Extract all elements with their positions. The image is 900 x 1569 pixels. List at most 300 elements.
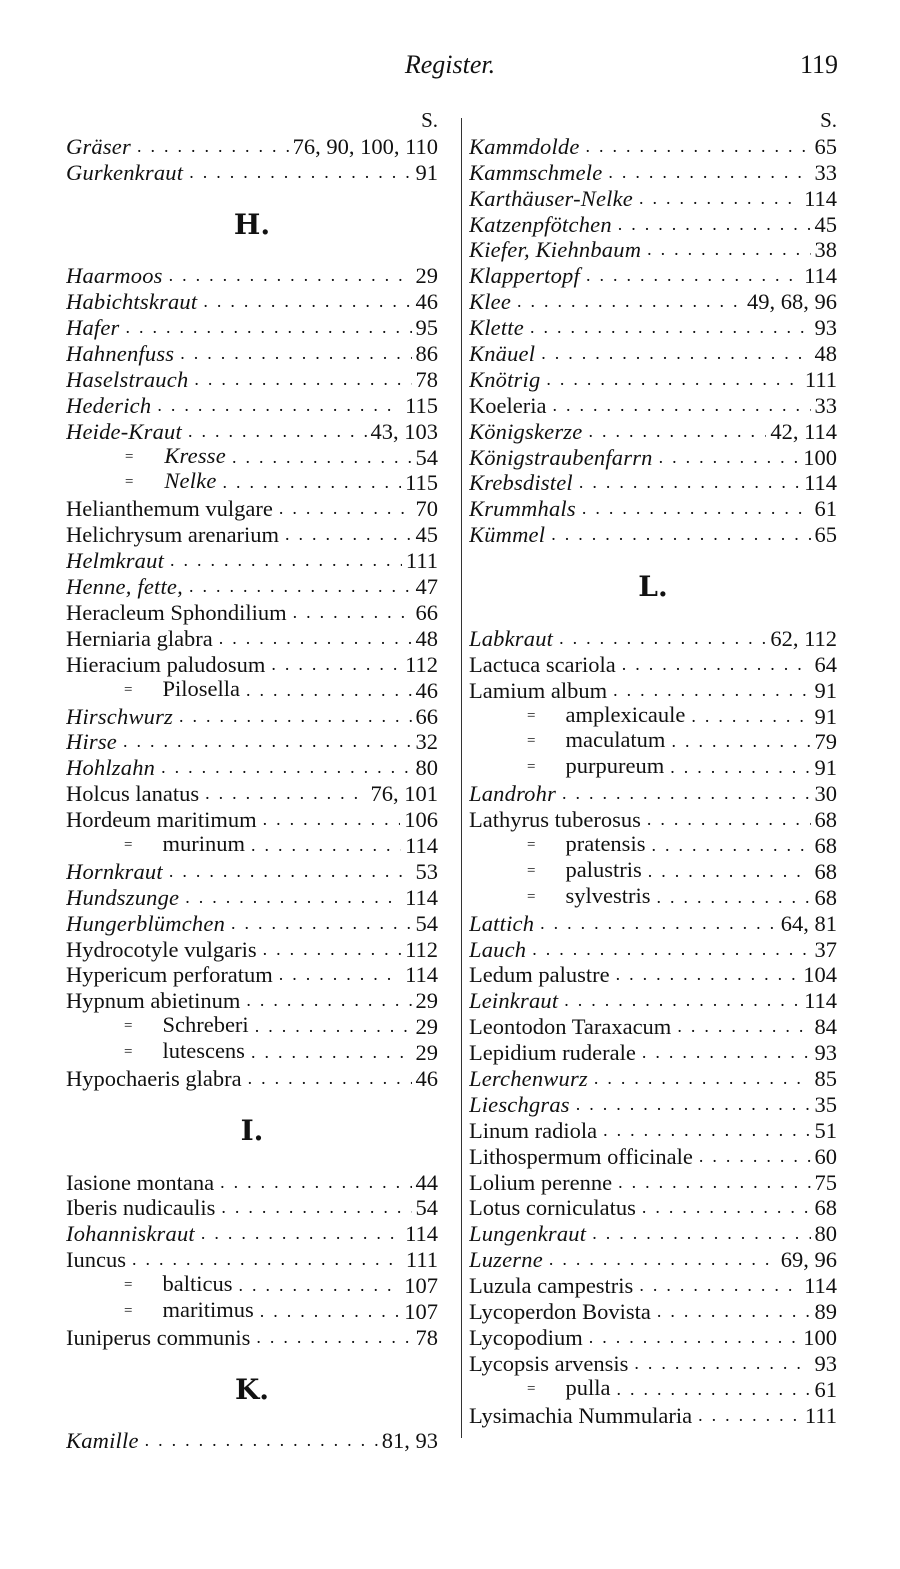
index-entry bbox=[469, 781, 837, 807]
dot-leader bbox=[169, 859, 412, 885]
entry-pages: 100 bbox=[803, 1324, 837, 1350]
dot-leader bbox=[639, 186, 800, 212]
entry-term: Lycopsis arvensis bbox=[469, 1350, 629, 1376]
dot-leader bbox=[691, 704, 810, 730]
entry-pages: 45 bbox=[415, 522, 438, 548]
index-entry bbox=[66, 263, 438, 289]
entry-term: Kiefer, Kiehnbaum bbox=[469, 237, 642, 263]
index-entry bbox=[469, 134, 837, 160]
dot-leader bbox=[231, 911, 411, 937]
index-entry bbox=[66, 859, 438, 885]
entry-pages: 93 bbox=[814, 1040, 837, 1066]
entry-term: Landrohr bbox=[469, 781, 557, 807]
entry-pages: 68 bbox=[814, 807, 837, 833]
index-entry bbox=[469, 263, 837, 289]
entry-pages: 115 bbox=[405, 392, 438, 418]
index-entry bbox=[66, 1273, 438, 1299]
entry-pages: 46 bbox=[415, 1065, 438, 1091]
dot-leader bbox=[677, 1014, 810, 1040]
entry-term: Helmkraut bbox=[66, 548, 165, 574]
dot-leader bbox=[552, 393, 810, 419]
entry-pages: 44 bbox=[415, 1169, 438, 1195]
index-entry bbox=[469, 1040, 837, 1066]
entry-pages: 32 bbox=[415, 729, 438, 755]
index-entry bbox=[469, 367, 837, 393]
index-entry bbox=[469, 1247, 837, 1273]
entry-pages: 48 bbox=[415, 625, 438, 651]
dot-leader bbox=[251, 1040, 412, 1066]
entry-term: = sylvestris bbox=[469, 885, 656, 911]
dot-leader bbox=[546, 367, 800, 393]
index-entry bbox=[66, 937, 438, 963]
index-entry bbox=[66, 1221, 438, 1247]
dot-leader bbox=[219, 626, 412, 652]
entry-term: = Schreberi bbox=[66, 1014, 255, 1040]
entry-term: Hypericum perforatum bbox=[66, 962, 273, 988]
index-entry bbox=[66, 1066, 438, 1092]
entry-pages: 61 bbox=[814, 496, 837, 522]
dot-leader bbox=[670, 755, 810, 781]
dot-leader bbox=[608, 160, 810, 186]
entry-term: Leontodon Taraxacum bbox=[469, 1014, 672, 1040]
entry-pages: 64 bbox=[814, 651, 837, 677]
entry-pages: 111 bbox=[804, 366, 837, 392]
index-entry bbox=[66, 885, 438, 911]
section-letter: L. bbox=[638, 570, 668, 604]
entry-pages: 112 bbox=[405, 651, 438, 677]
dot-leader bbox=[559, 626, 766, 652]
entry-pages: 84 bbox=[814, 1014, 837, 1040]
entry-pages: 107 bbox=[404, 1273, 438, 1299]
index-entry bbox=[469, 652, 837, 678]
dot-leader bbox=[170, 548, 402, 574]
entry-pages: 111 bbox=[804, 1402, 837, 1428]
page-column-label: S. bbox=[820, 108, 837, 132]
entry-term: Lycoperdon Bovista bbox=[469, 1298, 651, 1324]
dot-leader bbox=[221, 1195, 411, 1221]
entry-pages: 114 bbox=[804, 1273, 837, 1299]
entry-pages: 114 bbox=[405, 832, 438, 858]
entry-pages: 64, 81 bbox=[780, 910, 837, 936]
dot-leader bbox=[562, 781, 810, 807]
entry-term: Heracleum Sphondilium bbox=[66, 599, 287, 625]
dot-leader bbox=[220, 1170, 411, 1196]
entry-term: Lerchenwurz bbox=[469, 1065, 588, 1091]
dot-leader bbox=[616, 962, 800, 988]
index-entry bbox=[469, 186, 837, 212]
dot-leader bbox=[698, 1403, 801, 1429]
index-entry bbox=[469, 1377, 837, 1403]
dot-leader bbox=[260, 1299, 401, 1325]
entry-term: Hydrocotyle vulgaris bbox=[66, 936, 257, 962]
index-entry bbox=[469, 1351, 837, 1377]
entry-term: Lysimachia Nummularia bbox=[469, 1402, 693, 1428]
entry-term: Hundszunge bbox=[66, 884, 180, 910]
entry-term: Habichtskraut bbox=[66, 289, 198, 315]
entry-pages: 106 bbox=[404, 807, 438, 833]
entry-pages: 95 bbox=[415, 315, 438, 341]
index-entry bbox=[66, 496, 438, 522]
entry-term: = pratensis bbox=[469, 833, 651, 859]
dot-leader bbox=[188, 419, 367, 445]
dot-leader bbox=[201, 1221, 401, 1247]
dot-leader bbox=[659, 445, 800, 471]
index-entry bbox=[469, 212, 837, 238]
entry-term: Hirse bbox=[66, 729, 117, 755]
entry-term: Hafer bbox=[66, 315, 120, 341]
entry-pages: 33 bbox=[814, 159, 837, 185]
index-entry bbox=[469, 1273, 837, 1299]
entry-pages: 104 bbox=[803, 962, 837, 988]
entry-term: Hypochaeris glabra bbox=[66, 1065, 242, 1091]
dot-leader bbox=[145, 1428, 378, 1454]
entry-pages: 80 bbox=[814, 1221, 837, 1247]
entry-term: Haarmoos bbox=[66, 263, 163, 289]
entry-term: Hungerblümchen bbox=[66, 910, 226, 936]
entry-term: = amplexicaule bbox=[469, 704, 691, 730]
index-column-right bbox=[469, 108, 837, 1428]
entry-term: Iasione montana bbox=[66, 1169, 215, 1195]
entry-pages: 89 bbox=[814, 1298, 837, 1324]
index-entry bbox=[66, 289, 438, 315]
entry-term: Lolium perenne bbox=[469, 1169, 613, 1195]
dot-leader bbox=[642, 1040, 811, 1066]
index-entry bbox=[469, 1403, 837, 1429]
entry-pages: 46 bbox=[415, 677, 438, 703]
dot-leader bbox=[576, 1092, 811, 1118]
entry-term: Luzula campestris bbox=[469, 1273, 634, 1299]
index-entry bbox=[66, 678, 438, 704]
index-entry bbox=[469, 237, 837, 263]
entry-term: = purpureum bbox=[469, 755, 670, 781]
entry-pages: 115 bbox=[405, 470, 438, 496]
entry-pages: 51 bbox=[814, 1117, 837, 1143]
entry-pages: 54 bbox=[415, 444, 438, 470]
index-entry bbox=[66, 1428, 438, 1454]
entry-term: Kümmel bbox=[469, 522, 546, 548]
index-entry bbox=[469, 729, 837, 755]
entry-term: Hieracium paludosum bbox=[66, 651, 266, 677]
index-entry bbox=[469, 1325, 837, 1351]
index-entry bbox=[469, 1092, 837, 1118]
index-entry bbox=[469, 160, 837, 186]
dot-leader bbox=[263, 937, 401, 963]
dot-leader bbox=[551, 522, 810, 548]
entry-term: Hypnum abietinum bbox=[66, 988, 241, 1014]
index-entry bbox=[66, 367, 438, 393]
entry-pages: 46 bbox=[415, 289, 438, 315]
dot-leader bbox=[157, 393, 401, 419]
entry-pages: 78 bbox=[415, 366, 438, 392]
entry-pages: 114 bbox=[804, 263, 837, 289]
dot-leader bbox=[126, 315, 412, 341]
entry-pages: 38 bbox=[814, 237, 837, 263]
entry-pages: 111 bbox=[405, 548, 438, 574]
entry-pages: 100 bbox=[803, 444, 837, 470]
section-letter: I. bbox=[240, 1114, 264, 1148]
dot-leader bbox=[592, 1221, 810, 1247]
index-entry bbox=[66, 1299, 438, 1325]
entry-term: = pulla bbox=[469, 1377, 616, 1403]
dot-leader bbox=[263, 807, 401, 833]
entry-pages: 68 bbox=[814, 884, 837, 910]
entry-term: = palustris bbox=[469, 859, 648, 885]
index-entry bbox=[66, 522, 438, 548]
index-entry bbox=[469, 988, 837, 1014]
entry-term: Lamium album bbox=[469, 677, 608, 703]
index-entry bbox=[469, 419, 837, 445]
index-entry bbox=[469, 496, 837, 522]
index-entry bbox=[469, 807, 837, 833]
entry-pages: 91 bbox=[814, 703, 837, 729]
entry-term: Gurkenkraut bbox=[66, 159, 184, 185]
index-entry bbox=[469, 1195, 837, 1221]
entry-pages: 66 bbox=[415, 599, 438, 625]
dot-leader bbox=[589, 1325, 800, 1351]
dot-leader bbox=[564, 988, 800, 1014]
entry-pages: 33 bbox=[814, 392, 837, 418]
dot-leader bbox=[647, 807, 811, 833]
entry-term: Kammdolde bbox=[469, 133, 580, 159]
dot-leader bbox=[223, 470, 402, 496]
dot-leader bbox=[586, 134, 811, 160]
entry-term: Lathyrus tuberosus bbox=[469, 807, 641, 833]
dot-leader bbox=[203, 289, 411, 315]
dot-leader bbox=[169, 263, 412, 289]
entry-term: Koeleria bbox=[469, 392, 547, 418]
entry-term: = lutescens bbox=[66, 1040, 251, 1066]
dot-leader bbox=[657, 1299, 811, 1325]
dot-leader bbox=[639, 1273, 800, 1299]
entry-term: Leinkraut bbox=[469, 988, 559, 1014]
entry-pages: 68 bbox=[814, 858, 837, 884]
entry-pages: 43, 103 bbox=[370, 418, 438, 444]
index-entry bbox=[66, 160, 438, 186]
index-entry bbox=[469, 962, 837, 988]
entry-pages: 81, 93 bbox=[381, 1428, 438, 1454]
index-entry bbox=[66, 341, 438, 367]
section-letter: K. bbox=[234, 1373, 270, 1407]
entry-term: Holcus lanatus bbox=[66, 781, 200, 807]
entry-pages: 37 bbox=[814, 936, 837, 962]
dot-leader bbox=[185, 885, 401, 911]
index-entry bbox=[469, 1014, 837, 1040]
dot-leader bbox=[540, 911, 777, 937]
entry-pages: 66 bbox=[415, 703, 438, 729]
entry-term: Knäuel bbox=[469, 341, 536, 367]
entry-pages: 114 bbox=[804, 988, 837, 1014]
dot-leader bbox=[616, 1377, 810, 1403]
index-entry bbox=[66, 600, 438, 626]
entry-pages: 68 bbox=[814, 832, 837, 858]
dot-leader bbox=[179, 704, 411, 730]
entry-pages: 75 bbox=[814, 1169, 837, 1195]
entry-term: Krummhals bbox=[469, 496, 576, 522]
entry-pages: 49, 68, 96 bbox=[747, 289, 837, 315]
entry-term: Königskerze bbox=[469, 418, 583, 444]
entry-term: = maculatum bbox=[469, 729, 671, 755]
dot-leader bbox=[232, 445, 412, 471]
dot-leader bbox=[132, 1247, 402, 1273]
entry-pages: 53 bbox=[415, 858, 438, 884]
index-entry bbox=[66, 704, 438, 730]
dot-leader bbox=[205, 781, 366, 807]
entry-term: Gräser bbox=[66, 133, 131, 159]
dot-leader bbox=[618, 1170, 810, 1196]
entry-term: Lotus corniculatus bbox=[469, 1195, 636, 1221]
running-header-title: Register. bbox=[404, 50, 496, 79]
entry-term: Iberis nudicaulis bbox=[66, 1195, 216, 1221]
entry-term: Linum radiola bbox=[469, 1117, 598, 1143]
index-entry bbox=[66, 1195, 438, 1221]
dot-leader bbox=[271, 652, 401, 678]
entry-pages: 111 bbox=[405, 1247, 438, 1273]
index-entry bbox=[66, 807, 438, 833]
entry-pages: 29 bbox=[415, 1040, 438, 1066]
index-entry bbox=[66, 911, 438, 937]
entry-term: Luzerne bbox=[469, 1247, 543, 1273]
entry-term: Lungenkraut bbox=[469, 1221, 587, 1247]
entry-term: Lithospermum officinale bbox=[469, 1143, 693, 1169]
index-entry bbox=[66, 470, 438, 496]
index-entry bbox=[66, 988, 438, 1014]
index-entry bbox=[469, 445, 837, 471]
entry-pages: 91 bbox=[814, 677, 837, 703]
entry-pages: 45 bbox=[814, 211, 837, 237]
entry-term: Ledum palustre bbox=[469, 962, 610, 988]
entry-term: Krebsdistel bbox=[469, 470, 573, 496]
index-entry bbox=[66, 445, 438, 471]
entry-pages: 78 bbox=[415, 1324, 438, 1350]
dot-leader bbox=[651, 833, 810, 859]
entry-term: Iohanniskraut bbox=[66, 1221, 195, 1247]
dot-leader bbox=[246, 988, 411, 1014]
entry-term: Hahnenfuss bbox=[66, 341, 175, 367]
dot-leader bbox=[699, 1144, 811, 1170]
dot-leader bbox=[137, 134, 289, 160]
entry-pages: 42, 114 bbox=[770, 418, 837, 444]
page-number: 119 bbox=[800, 50, 839, 79]
entry-term: Heide-Kraut bbox=[66, 418, 182, 444]
index-entry bbox=[66, 315, 438, 341]
dot-leader bbox=[189, 160, 411, 186]
entry-term: Iuniperus communis bbox=[66, 1324, 251, 1350]
index-entry bbox=[469, 833, 837, 859]
dot-leader bbox=[579, 470, 800, 496]
entry-pages: 47 bbox=[415, 574, 438, 600]
index-entry bbox=[469, 1118, 837, 1144]
dot-leader bbox=[279, 962, 401, 988]
dot-leader bbox=[285, 522, 411, 548]
dot-leader bbox=[123, 729, 412, 755]
index-entry bbox=[469, 678, 837, 704]
dot-leader bbox=[618, 212, 811, 238]
entry-pages: 29 bbox=[415, 1014, 438, 1040]
entry-pages: 76, 101 bbox=[370, 781, 438, 807]
index-entry bbox=[66, 548, 438, 574]
entry-term: = maritimus bbox=[66, 1299, 260, 1325]
index-entry bbox=[469, 885, 837, 911]
entry-pages: 86 bbox=[415, 341, 438, 367]
entry-pages: 29 bbox=[415, 988, 438, 1014]
entry-term: Lactuca scariola bbox=[469, 651, 616, 677]
dot-leader bbox=[588, 419, 766, 445]
dot-leader bbox=[603, 1118, 810, 1144]
index-entry bbox=[469, 1170, 837, 1196]
entry-pages: 29 bbox=[415, 263, 438, 289]
entry-term: = balticus bbox=[66, 1273, 238, 1299]
index-entry bbox=[469, 911, 837, 937]
index-entry bbox=[469, 1066, 837, 1092]
index-entry bbox=[469, 1144, 837, 1170]
entry-term: Haselstrauch bbox=[66, 366, 189, 392]
entry-term: Lieschgras bbox=[469, 1091, 570, 1117]
entry-term: Herniaria glabra bbox=[66, 625, 213, 651]
dot-leader bbox=[541, 341, 810, 367]
index-entry bbox=[469, 341, 837, 367]
entry-term: Karthäuser-Nelke bbox=[469, 185, 633, 211]
index-entry bbox=[66, 962, 438, 988]
index-entry bbox=[66, 134, 438, 160]
section-letter: H. bbox=[233, 208, 271, 242]
entry-term: Lattich bbox=[469, 910, 535, 936]
entry-term: Hederich bbox=[66, 392, 152, 418]
entry-pages: 93 bbox=[814, 1350, 837, 1376]
dot-leader bbox=[648, 859, 811, 885]
entry-pages: 68 bbox=[814, 1195, 837, 1221]
index-entry bbox=[66, 574, 438, 600]
entry-pages: 114 bbox=[405, 962, 438, 988]
entry-pages: 85 bbox=[814, 1065, 837, 1091]
entry-pages: 48 bbox=[814, 341, 837, 367]
dot-leader bbox=[161, 755, 411, 781]
dot-leader bbox=[582, 496, 811, 522]
index-entry bbox=[66, 1247, 438, 1273]
entry-term: Klette bbox=[469, 315, 524, 341]
entry-term: Lauch bbox=[469, 936, 527, 962]
entry-term: Labkraut bbox=[469, 625, 554, 651]
index-entry bbox=[469, 704, 837, 730]
index-entry bbox=[66, 626, 438, 652]
entry-term: Katzenpfötchen bbox=[469, 211, 612, 237]
dot-leader bbox=[248, 1066, 412, 1092]
index-entry bbox=[469, 393, 837, 419]
dot-leader bbox=[671, 729, 810, 755]
entry-pages: 65 bbox=[814, 522, 837, 548]
entry-term: = Nelke bbox=[66, 470, 223, 496]
dot-leader bbox=[246, 678, 412, 704]
entry-term: Kamille bbox=[66, 1428, 139, 1454]
index-entry bbox=[66, 755, 438, 781]
entry-pages: 91 bbox=[814, 755, 837, 781]
entry-pages: 54 bbox=[415, 1195, 438, 1221]
index-entry bbox=[469, 937, 837, 963]
entry-pages: 91 bbox=[415, 159, 438, 185]
entry-pages: 60 bbox=[814, 1143, 837, 1169]
dot-leader bbox=[255, 1014, 412, 1040]
entry-pages: 54 bbox=[415, 910, 438, 936]
dot-leader bbox=[279, 496, 412, 522]
dot-leader bbox=[293, 600, 412, 626]
index-entry bbox=[469, 1221, 837, 1247]
index-entry bbox=[66, 1040, 438, 1066]
dot-leader bbox=[532, 937, 810, 963]
entry-pages: 112 bbox=[405, 936, 438, 962]
index-entry bbox=[66, 729, 438, 755]
dot-leader bbox=[622, 652, 811, 678]
index-entry bbox=[469, 315, 837, 341]
entry-term: Hordeum maritimum bbox=[66, 807, 257, 833]
